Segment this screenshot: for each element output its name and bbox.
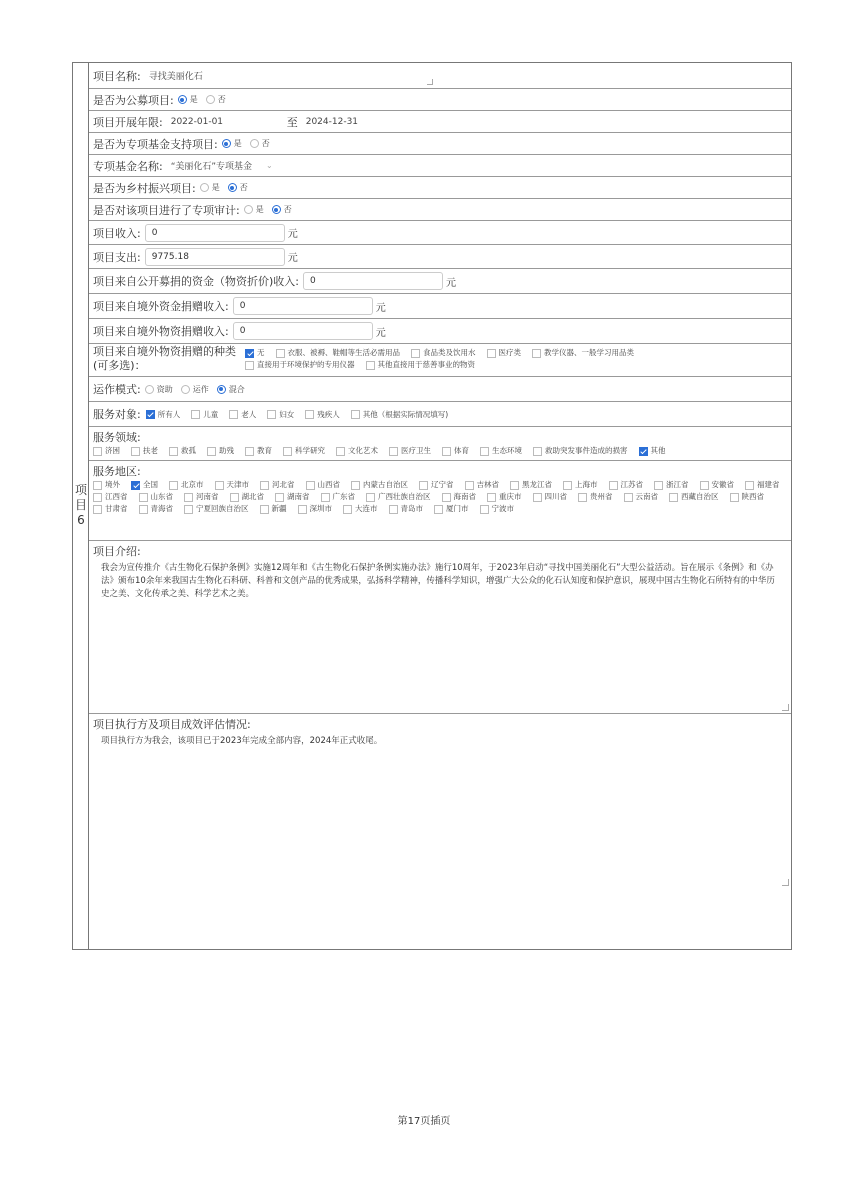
region-label: 安徽省 <box>711 480 734 489</box>
period-start-field[interactable]: 2022-01-01 <box>170 116 224 127</box>
region-checkbox[interactable] <box>563 481 572 490</box>
overseas-goods-label: 项目来自境外物资捐赠收入: <box>93 325 229 338</box>
expense-input[interactable]: 9775.18 <box>145 248 285 266</box>
period-label: 项目开展年限: <box>93 115 163 129</box>
row-project-name <box>89 63 791 89</box>
region-label: 重庆市 <box>499 492 522 501</box>
overseas-funds-label: 项目来自境外资金捐赠收入: <box>93 300 229 313</box>
goods-type-label: 食品类及饮用水 <box>423 348 476 357</box>
evaluation-label: 项目执行方及项目成效评估情况: <box>93 718 251 731</box>
goods-types-label: 项目来自境外物资捐赠的种类 <box>93 345 236 358</box>
public-income-unit: 元 <box>446 277 456 289</box>
row-special-fund-support <box>89 133 791 155</box>
region-label: 陕西省 <box>741 492 764 501</box>
region-label: 上海市 <box>575 480 598 489</box>
overseas-funds-unit: 元 <box>375 302 386 314</box>
region-checkbox[interactable] <box>215 481 224 490</box>
operation-mode-funding-label: 资助 <box>156 384 173 394</box>
service-field-checkbox[interactable] <box>442 447 451 456</box>
region-checkbox[interactable] <box>260 505 269 514</box>
rural-revitalization-no-label: 否 <box>239 183 248 192</box>
row-income <box>89 221 791 245</box>
row-special-fund-name <box>89 155 791 177</box>
region-checkbox[interactable] <box>351 481 360 490</box>
goods-type-checkbox[interactable] <box>245 361 254 370</box>
service-field-checkbox[interactable] <box>480 447 489 456</box>
service-field-label: 救孤 <box>181 446 196 455</box>
region-label: 北京市 <box>181 480 204 489</box>
service-field-checkbox[interactable] <box>533 447 542 456</box>
row-public-income <box>89 269 791 294</box>
goods-types-label-2: (可多选)： <box>93 359 146 372</box>
service-target-checkbox[interactable] <box>305 410 314 419</box>
goods-type-label: 直接用于环境保护的专用仪器 <box>257 360 355 369</box>
region-label: 全国 <box>143 480 158 489</box>
service-field-label: 生态环境 <box>492 446 522 455</box>
service-target-label: 儿童 <box>203 409 219 419</box>
overseas-goods-unit: 元 <box>375 327 386 339</box>
goods-type-label: 衣服、被褥、鞋帽等生活必需用品 <box>287 348 400 357</box>
region-label: 江苏省 <box>620 480 643 489</box>
region-label: 广西壮族自治区 <box>378 492 431 501</box>
service-fields-label: 服务领域: <box>93 431 141 444</box>
rural-revitalization-no-radio[interactable] <box>228 183 237 192</box>
region-label: 厦门市 <box>446 504 469 513</box>
service-field-label: 科学研究 <box>295 446 325 455</box>
row-period <box>89 111 791 133</box>
region-checkbox[interactable] <box>93 493 102 502</box>
operation-mode-label: 运作模式: <box>93 383 141 396</box>
operation-mode-operating-label: 运作 <box>192 384 209 394</box>
service-field-checkbox[interactable] <box>93 447 102 456</box>
region-label: 海南省 <box>453 492 476 501</box>
region-label: 贵州省 <box>590 492 613 501</box>
region-checkbox[interactable] <box>298 505 307 514</box>
region-label: 山东省 <box>150 492 173 501</box>
goods-type-label: 教学仪器、一般学习用品类 <box>544 348 634 357</box>
region-checkbox[interactable] <box>275 493 284 502</box>
region-label: 四川省 <box>544 492 567 501</box>
special-fund-name-select[interactable]: “美丽化石”专项基金 <box>170 162 253 172</box>
region-label: 黑龙江省 <box>522 480 552 489</box>
project-name-field[interactable]: 寻找美丽化石 <box>148 72 203 82</box>
service-target-label: 妇女 <box>279 409 295 419</box>
region-label: 河北省 <box>272 480 295 489</box>
region-checkbox[interactable] <box>669 493 678 502</box>
row-service-targets <box>89 402 791 427</box>
service-field-label: 济困 <box>105 446 120 455</box>
service-target-checkbox[interactable] <box>267 410 276 419</box>
special-audit-no-label: 否 <box>283 205 292 214</box>
income-unit: 元 <box>287 229 298 240</box>
row-public-fundraising <box>89 89 791 111</box>
resize-grip[interactable] <box>782 879 789 886</box>
resize-grip[interactable] <box>782 704 789 711</box>
region-label: 河南省 <box>196 492 219 501</box>
region-checkbox[interactable] <box>93 505 102 514</box>
region-label: 大连市 <box>355 504 378 513</box>
region-checkbox[interactable] <box>434 505 443 514</box>
region-checkbox[interactable] <box>487 493 496 502</box>
region-checkbox[interactable] <box>533 493 542 502</box>
rural-revitalization-yes-label: 是 <box>211 183 220 192</box>
introduction-textarea[interactable]: 我会为宣传推介《古生物化石保护条例》实施12周年和《古生物化石保护条例实施办法》施行10周年，于2023年启动“寻找中国美丽化石”大型公益活动。旨在展示《条例》和《办法》颁布10余年来我国古生物化石科研、科普和文创产品的优秀成果，弘扬科学精神，传播科学知识，增强广大公众的化石认知度和保护意识，展现中国古生物化石所特有的中华历史之美、文化传承之美、科学艺术之美。 <box>101 563 775 599</box>
public-fundraising-yes-label: 是 <box>189 95 198 104</box>
region-checkbox[interactable] <box>260 481 269 490</box>
service-field-label: 教育 <box>257 446 272 455</box>
region-label: 西藏自治区 <box>681 492 719 501</box>
region-label: 辽宁省 <box>431 480 454 489</box>
service-field-label: 体育 <box>454 446 469 455</box>
region-label: 青岛市 <box>400 504 423 513</box>
region-checkbox[interactable] <box>419 481 428 490</box>
service-field-checkbox[interactable] <box>169 447 178 456</box>
region-checkbox[interactable] <box>184 493 193 502</box>
special-fund-support-no-label: 否 <box>261 139 270 148</box>
region-checkbox[interactable] <box>230 493 239 502</box>
expense-label: 项目支出: <box>93 250 141 264</box>
rural-revitalization-yes-radio[interactable] <box>200 183 209 192</box>
region-label: 境外 <box>105 480 120 489</box>
goods-type-label: 医疗类 <box>498 348 521 357</box>
special-fund-name-label: 专项基金名称: <box>93 159 163 173</box>
special-fund-support-no-radio[interactable] <box>250 139 259 148</box>
special-audit-yes-label: 是 <box>255 205 264 214</box>
resize-grip[interactable] <box>427 79 433 85</box>
public-fundraising-no-label: 否 <box>217 95 226 104</box>
service-target-checkbox[interactable] <box>146 410 155 419</box>
service-target-label: 所有人 <box>157 409 181 419</box>
evaluation-textarea[interactable]: 项目执行方为我会，该项目已于2023年完成全部内容，2024年正式收尾。 <box>101 736 383 746</box>
region-checkbox[interactable] <box>306 481 315 490</box>
period-end-field[interactable]: 2024-12-31 <box>305 116 359 127</box>
public-income-label: 项目来自公开募捐的资金（物资折价)收入: <box>93 275 299 288</box>
special-fund-support-yes-radio[interactable] <box>222 139 231 148</box>
region-checkbox[interactable] <box>343 505 352 514</box>
region-checkbox[interactable] <box>321 493 330 502</box>
service-target-label: 残疾人 <box>317 409 340 419</box>
region-label: 深圳市 <box>309 504 332 513</box>
service-target-label: 其他（根据实际情况填写) <box>362 409 449 419</box>
goods-type-checkbox[interactable] <box>366 361 375 370</box>
form-body <box>89 63 791 949</box>
goods-type-checkbox[interactable] <box>487 349 496 358</box>
region-label: 宁波市 <box>491 504 514 513</box>
operation-mode-funding-radio[interactable] <box>145 385 154 394</box>
row-operation-mode <box>89 377 791 402</box>
region-checkbox[interactable] <box>184 505 193 514</box>
public-fundraising-label: 是否为公募项目: <box>93 93 174 107</box>
service-field-checkbox[interactable] <box>283 447 292 456</box>
service-field-checkbox[interactable] <box>639 447 648 456</box>
region-label: 天津市 <box>226 480 249 489</box>
region-checkbox[interactable] <box>366 493 375 502</box>
service-field-checkbox[interactable] <box>245 447 254 456</box>
region-label: 江西省 <box>105 492 128 501</box>
row-special-audit <box>89 199 791 221</box>
region-checkbox[interactable] <box>624 493 633 502</box>
region-label: 内蒙古自治区 <box>363 480 408 489</box>
operation-mode-mixed-label: 混合 <box>228 384 245 394</box>
region-checkbox[interactable] <box>578 493 587 502</box>
row-service-regions <box>89 461 791 541</box>
region-checkbox[interactable] <box>745 481 754 490</box>
region-label: 湖北省 <box>241 492 264 501</box>
service-target-label: 老人 <box>241 409 257 419</box>
goods-type-checkbox[interactable] <box>411 349 420 358</box>
region-checkbox[interactable] <box>609 481 618 490</box>
project-name-label: 项目名称: <box>93 69 141 83</box>
rural-revitalization-label: 是否为乡村振兴项目: <box>93 181 196 195</box>
introduction-label: 项目介绍: <box>93 545 141 558</box>
region-label: 吉林省 <box>476 480 499 489</box>
region-checkbox[interactable] <box>700 481 709 490</box>
goods-type-checkbox[interactable] <box>532 349 541 358</box>
row-expense <box>89 245 791 269</box>
service-target-checkbox[interactable] <box>191 410 200 419</box>
row-service-fields <box>89 427 791 461</box>
service-field-checkbox[interactable] <box>389 447 398 456</box>
region-label: 湖南省 <box>287 492 310 501</box>
region-label: 甘肃省 <box>105 504 128 513</box>
side-label: 项目6 <box>74 483 87 527</box>
goods-type-checkbox[interactable] <box>276 349 285 358</box>
row-overseas-goods <box>89 319 791 344</box>
region-label: 福建省 <box>757 480 780 489</box>
region-checkbox[interactable] <box>139 505 148 514</box>
region-checkbox[interactable] <box>139 493 148 502</box>
expense-unit: 元 <box>287 253 298 264</box>
goods-types-options <box>245 345 787 375</box>
chevron-down-icon[interactable]: ⌄ <box>266 161 273 170</box>
special-fund-support-yes-label: 是 <box>233 139 242 148</box>
service-targets-label: 服务对象: <box>93 408 141 421</box>
region-checkbox[interactable] <box>389 505 398 514</box>
service-regions-options <box>88 479 787 515</box>
service-field-label: 医疗卫生 <box>401 446 431 455</box>
goods-type-label: 无 <box>257 348 265 357</box>
introduction-section <box>89 541 791 714</box>
goods-types-label-wrap <box>93 345 245 375</box>
overseas-funds-input[interactable]: 0 <box>233 297 373 315</box>
income-label: 项目收入: <box>93 226 141 240</box>
project-form <box>72 62 792 950</box>
income-input[interactable]: 0 <box>145 224 285 242</box>
side-column <box>73 63 89 949</box>
service-field-checkbox[interactable] <box>336 447 345 456</box>
service-field-label: 助残 <box>219 446 234 455</box>
period-to-label: 至 <box>286 115 298 129</box>
region-checkbox[interactable] <box>442 493 451 502</box>
special-audit-yes-radio[interactable] <box>244 205 253 214</box>
region-label: 宁夏回族自治区 <box>196 504 249 513</box>
service-field-label: 扶老 <box>143 446 158 455</box>
region-checkbox[interactable] <box>510 481 519 490</box>
operation-mode-operating-radio[interactable] <box>181 385 190 394</box>
overseas-goods-input[interactable]: 0 <box>233 322 373 340</box>
special-audit-no-radio[interactable] <box>272 205 281 214</box>
row-overseas-funds <box>89 294 791 319</box>
public-fundraising-no-radio[interactable] <box>206 95 215 104</box>
region-checkbox[interactable] <box>730 493 739 502</box>
region-checkbox[interactable] <box>480 505 489 514</box>
row-goods-types <box>89 344 791 377</box>
service-target-checkbox[interactable] <box>351 410 360 419</box>
public-fundraising-yes-radio[interactable] <box>178 95 187 104</box>
evaluation-section <box>89 714 791 888</box>
region-label: 云南省 <box>635 492 658 501</box>
special-fund-support-label: 是否为专项基金支持项目: <box>93 137 218 151</box>
region-checkbox[interactable] <box>654 481 663 490</box>
page-footer: 第17页插页 <box>397 1116 451 1127</box>
service-regions-label: 服务地区: <box>93 465 141 478</box>
service-field-checkbox[interactable] <box>131 447 140 456</box>
goods-type-label: 其他直接用于慈善事业的物资 <box>377 360 475 369</box>
region-label: 山西省 <box>317 480 340 489</box>
service-field-label: 其他 <box>650 446 666 455</box>
goods-type-checkbox[interactable] <box>245 349 254 358</box>
region-checkbox[interactable] <box>131 481 140 490</box>
region-checkbox[interactable] <box>169 481 178 490</box>
row-rural-revitalization <box>89 177 791 199</box>
special-audit-label: 是否对该项目进行了专项审计: <box>93 203 240 217</box>
service-target-checkbox[interactable] <box>229 410 238 419</box>
region-label: 广东省 <box>332 492 355 501</box>
operation-mode-mixed-radio[interactable] <box>217 385 226 394</box>
service-field-label: 文化艺术 <box>348 446 378 455</box>
region-label: 浙江省 <box>666 480 689 489</box>
region-label: 新疆 <box>271 504 287 513</box>
region-checkbox[interactable] <box>465 481 474 490</box>
region-checkbox[interactable] <box>93 481 102 490</box>
service-field-label: 救助突发事件造成的损害 <box>545 446 628 455</box>
public-income-input[interactable]: 0 <box>303 272 443 290</box>
service-field-checkbox[interactable] <box>207 447 216 456</box>
region-label: 青海省 <box>150 504 173 513</box>
